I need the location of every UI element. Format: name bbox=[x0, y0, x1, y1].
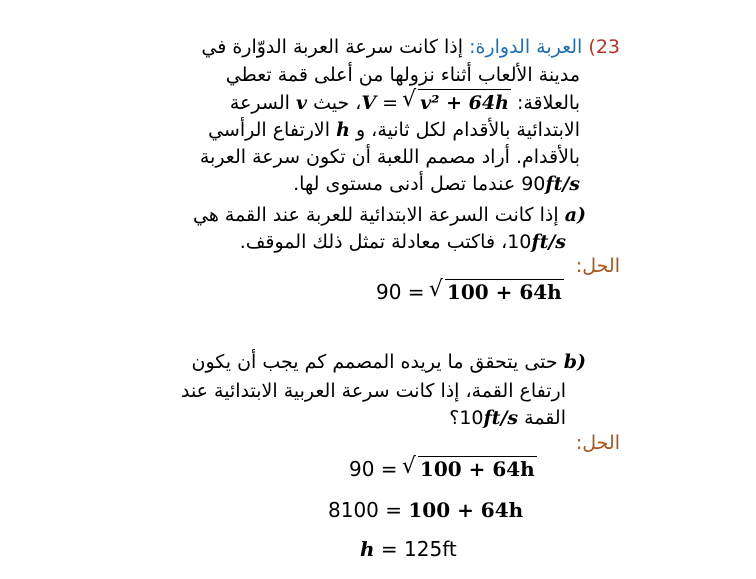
speed-90: 90 bbox=[521, 173, 546, 195]
formula bbox=[361, 92, 511, 114]
part-b-text-2: ارتفاع القمة، إذا كانت سرعة العربية الابتدائية عند bbox=[180, 380, 566, 402]
formula-eq: = bbox=[376, 92, 405, 114]
part-b-equation-1 bbox=[349, 456, 537, 481]
part-b-question-mark: ؟ bbox=[449, 407, 460, 429]
problem-text-5: السرعة bbox=[229, 92, 290, 114]
part-b-eq1-radicand: 100 + 64h bbox=[419, 457, 535, 481]
problem-text-2: مدينة الألعاب أثناء نزولها من أعلى قمة تعطي bbox=[225, 64, 580, 86]
part-b-line-1 bbox=[191, 349, 586, 375]
part-b-eq2-rhs: 100 + 64h bbox=[408, 498, 524, 522]
part-a-eq-radicand: 100 + 64h bbox=[446, 280, 562, 304]
problem-line-3 bbox=[230, 89, 580, 116]
part-b-eq2-lhs: 8100 = bbox=[328, 498, 409, 522]
part-a-line-1 bbox=[193, 202, 586, 228]
part-a-solution-label: الحل: bbox=[575, 255, 620, 277]
part-b-text-1: حتى يتحقق ما يريده المصمم كم يجب أن يكون bbox=[191, 351, 558, 373]
part-b-label: (b bbox=[563, 351, 586, 373]
problem-text-6: الابتدائية بالأقدام لكل ثانية، و bbox=[355, 119, 580, 141]
part-a-text-2: ، فاكتب معادلة تمثل ذلك الموقف. bbox=[239, 231, 508, 253]
var-v: v bbox=[295, 92, 308, 114]
part-b-equation-2 bbox=[328, 498, 523, 522]
problem-line-4 bbox=[208, 117, 580, 143]
part-b-eq3-rhs: = 125ft bbox=[374, 537, 457, 561]
problem-line-1 bbox=[201, 34, 620, 60]
problem-text-3: بالعلاقة: bbox=[516, 92, 580, 114]
problem-text-8: بالأقدام. أراد مصمم اللعبة أن تكون سرعة العربة bbox=[199, 146, 580, 168]
part-a-equation bbox=[376, 279, 564, 304]
var-h: h bbox=[336, 119, 350, 141]
problem-text-9: عندما تصل أدنى مستوى لها. bbox=[293, 173, 516, 195]
part-b-eq1-lhs: 90 = bbox=[349, 457, 404, 481]
part-b-text-3: القمة bbox=[524, 407, 566, 429]
part-b-line-2 bbox=[181, 378, 566, 404]
part-b-unit: ft/s bbox=[483, 407, 519, 429]
part-a-text-1: إذا كانت السرعة الابتدائية للعربة عند القمة هي bbox=[192, 204, 559, 226]
part-a-label: (a bbox=[564, 204, 586, 226]
problem-text-1: إذا كانت سرعة العربة الدوّارة في bbox=[201, 36, 464, 58]
unit-ft-s: ft/s bbox=[545, 173, 580, 195]
formula-lhs: V bbox=[361, 92, 377, 114]
problem-line-2 bbox=[226, 62, 580, 88]
problem-line-5 bbox=[200, 144, 580, 170]
part-b-speed-10: 10 bbox=[459, 407, 484, 429]
formula-radicand: v² + 64h bbox=[418, 89, 511, 116]
problem-text-4: ، حيث bbox=[313, 92, 362, 114]
part-a-speed-10: 10 bbox=[507, 231, 532, 253]
part-b-equation-3 bbox=[360, 537, 457, 561]
problem-line-6 bbox=[293, 171, 580, 197]
part-a-eq-lhs: 90 = bbox=[376, 280, 431, 304]
problem-title: العربة الدوارة: bbox=[469, 36, 583, 58]
problem-text-7: الارتفاع الرأسي bbox=[208, 119, 331, 141]
part-b-eq3-lhs: h bbox=[360, 537, 375, 561]
part-a-line-2 bbox=[240, 229, 566, 255]
part-b-line-3 bbox=[449, 405, 566, 431]
part-b-solution-label: الحل: bbox=[575, 432, 620, 454]
part-a-unit: ft/s bbox=[531, 231, 566, 253]
problem-number: 23) bbox=[588, 36, 620, 58]
